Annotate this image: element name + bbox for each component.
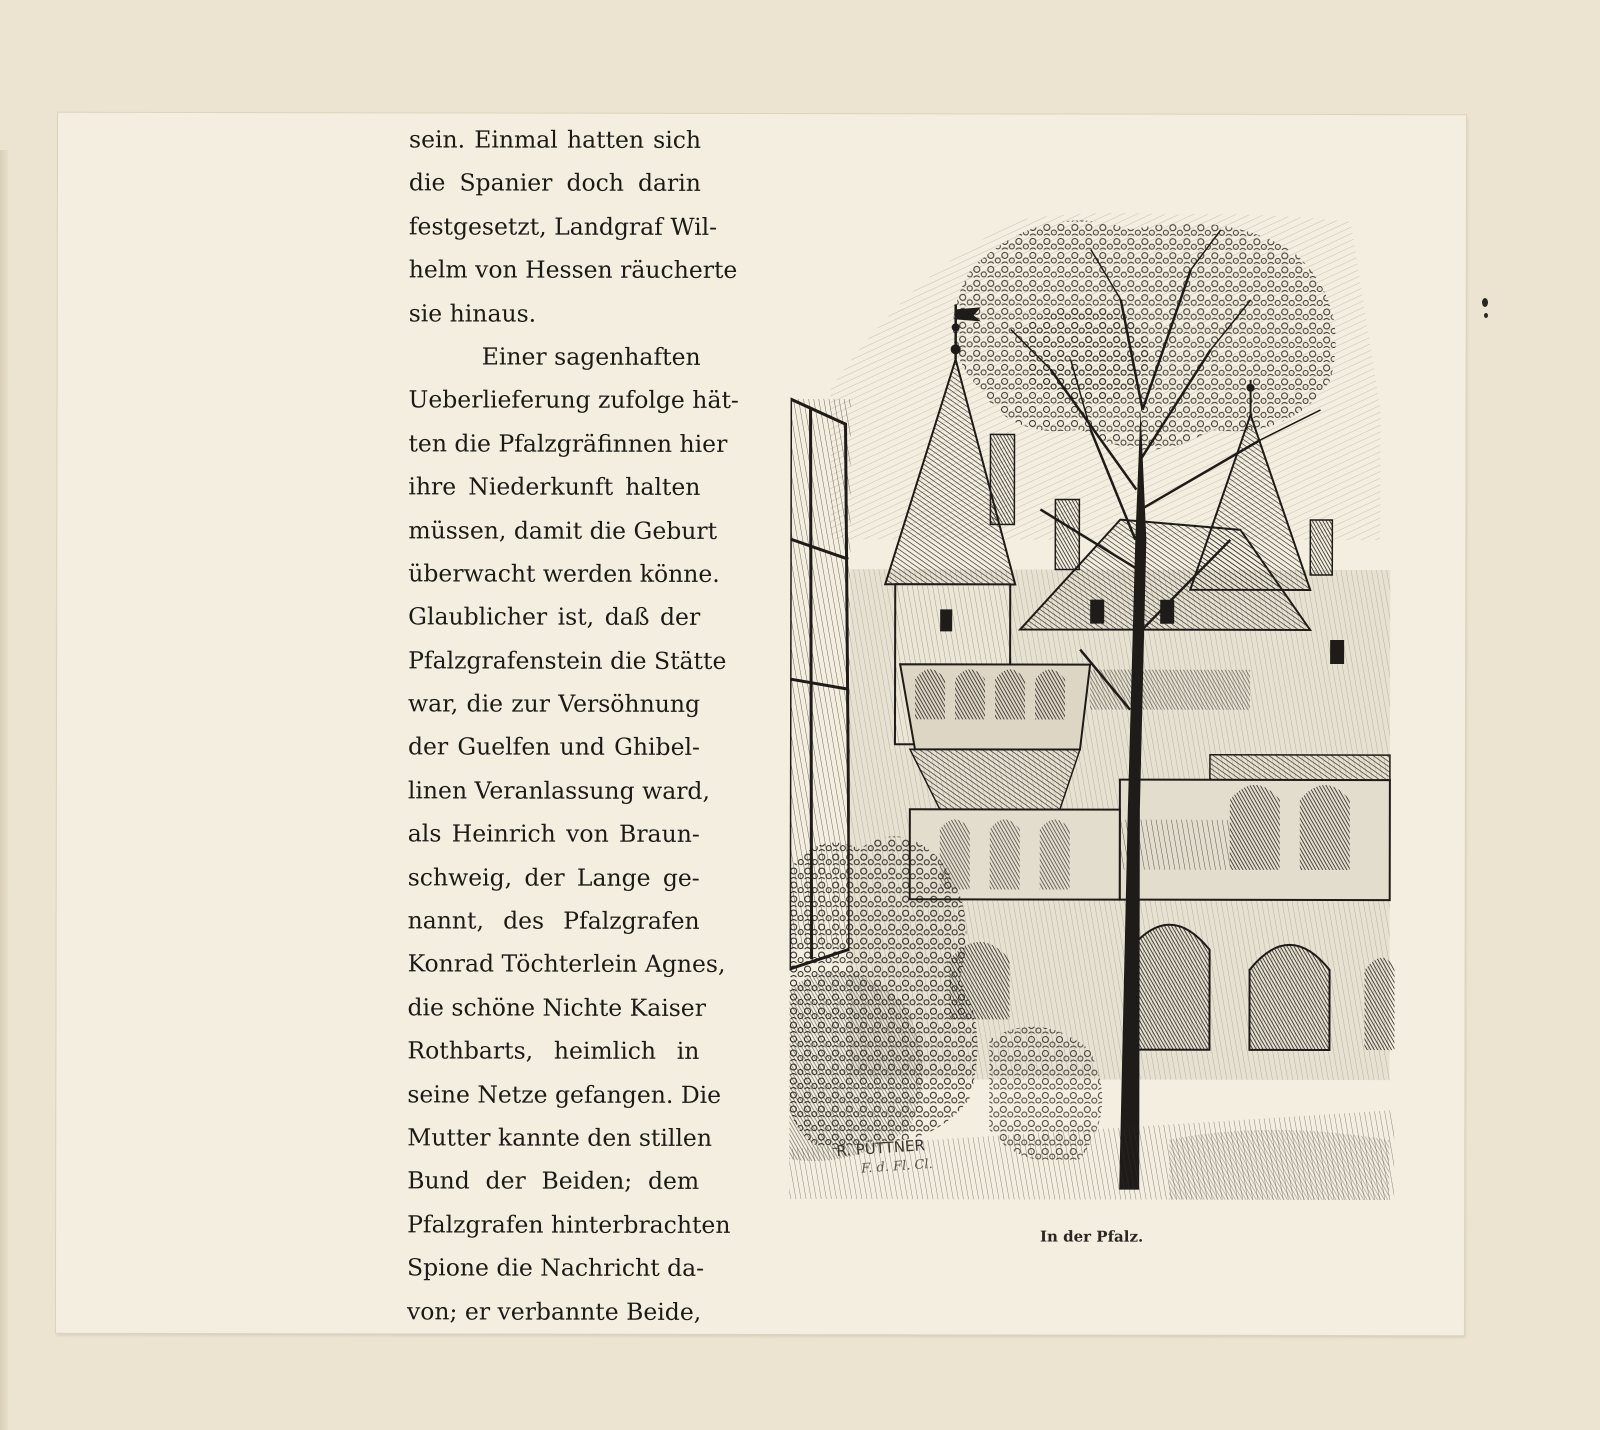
text-line: seine Netze gefangen. Die bbox=[407, 1073, 699, 1117]
text-line: schweig, der Lange ge- bbox=[408, 856, 700, 900]
text-line: Glaublicher ist, daß der bbox=[408, 596, 700, 640]
engraving-illustration bbox=[789, 209, 1396, 1200]
ink-spot bbox=[1482, 298, 1488, 307]
text-line: Pfalzgrafen hinterbrachten bbox=[407, 1203, 699, 1247]
text-line: Einer sagenhaften bbox=[409, 335, 701, 379]
text-line: Konrad Töchterlein Agnes, bbox=[408, 943, 700, 987]
text-line: war, die zur Versöhnung bbox=[408, 682, 700, 726]
text-line: Pfalzgrafenstein die Stätte bbox=[408, 639, 700, 683]
text-line: Spione die Nachricht da- bbox=[407, 1247, 699, 1291]
artist-signature: R. PÜTTNER bbox=[836, 1136, 926, 1160]
text-line: von; er verbannte Beide, bbox=[407, 1290, 699, 1334]
text-line: Mutter kannte den stillen bbox=[407, 1116, 699, 1160]
text-line: überwacht werden könne. bbox=[408, 552, 700, 596]
body-text-column bbox=[407, 118, 701, 1333]
text-line: nannt, des Pfalzgrafen bbox=[408, 899, 700, 943]
page-sheet bbox=[56, 113, 1466, 1335]
text-line: der Guelfen und Ghibel- bbox=[408, 726, 700, 770]
ink-spot bbox=[1484, 313, 1488, 318]
text-line: ten die Pfalzgräfinnen hier bbox=[408, 422, 700, 466]
text-line: Ueberlieferung zufolge hät- bbox=[409, 379, 701, 423]
text-line: müssen, damit die Geburt bbox=[408, 509, 700, 553]
text-line: Rothbarts, heimlich in bbox=[407, 1030, 699, 1074]
text-line: helm von Hessen räucherte bbox=[409, 249, 701, 293]
text-line: sie hinaus. bbox=[409, 292, 701, 336]
text-line: die Spanier doch darin bbox=[409, 162, 701, 206]
text-line: festgesetzt, Landgraf Wil- bbox=[409, 205, 701, 249]
text-line: sein. Einmal hatten sich bbox=[409, 118, 701, 162]
text-line: linen Veranlassung ward, bbox=[408, 769, 700, 813]
text-line: als Heinrich von Braun- bbox=[408, 813, 700, 857]
illustration-caption: In der Pfalz. bbox=[789, 1227, 1394, 1246]
album-edge bbox=[0, 150, 8, 1430]
text-line: ihre Niederkunft halten bbox=[408, 466, 700, 510]
text-line: die schöne Nichte Kaiser bbox=[407, 986, 699, 1030]
text-line: Bund der Beiden; dem bbox=[407, 1160, 699, 1204]
engraver-signature: F. d. Fl. Cl. bbox=[861, 1157, 933, 1177]
